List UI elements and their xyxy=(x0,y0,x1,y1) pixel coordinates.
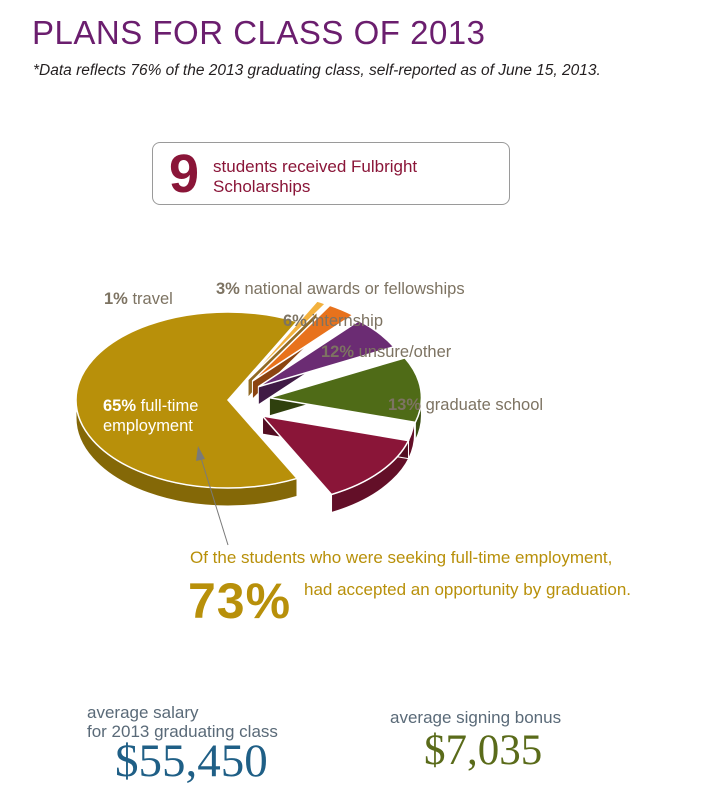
label-travel xyxy=(104,290,173,309)
label-internship-text: internship xyxy=(311,312,383,330)
salary-label-line1: average salary xyxy=(87,703,199,722)
label-employment-text2: employment xyxy=(103,417,193,435)
callout-percent: 73% xyxy=(188,573,292,629)
label-awards-text: national awards or fellowships xyxy=(244,280,465,298)
label-awards-pct: 3% xyxy=(216,280,240,298)
label-employment-text: full-time xyxy=(140,397,199,415)
label-travel-pct: 1% xyxy=(104,290,128,308)
label-travel-text: travel xyxy=(132,290,173,308)
label-internship-pct: 6% xyxy=(283,312,307,330)
label-grad-pct: 13% xyxy=(388,396,422,414)
label-unsure xyxy=(321,343,451,362)
label-unsure-pct: 12% xyxy=(321,343,355,361)
salary-value: $55,450 xyxy=(115,735,268,787)
label-internship xyxy=(283,312,383,331)
page-title: PLANS FOR CLASS OF 2013 xyxy=(32,14,486,51)
data-note: *Data reflects 76% of the 2013 graduating class, self-reported as of June 15, 2013. xyxy=(33,62,601,79)
salary-label-line2: for 2013 graduating class xyxy=(87,722,278,741)
bonus-label: average signing bonus xyxy=(390,708,562,727)
label-employment xyxy=(103,396,198,436)
fulbright-text: students received Fulbright Scholarships xyxy=(213,156,418,196)
bonus-value: $7,035 xyxy=(424,727,543,774)
fulbright-count: 9 xyxy=(169,143,200,204)
label-awards xyxy=(216,280,465,299)
callout-text-line2: had accepted an opportunity by graduation. xyxy=(304,580,632,599)
label-unsure-text: unsure/other xyxy=(358,343,452,361)
label-employment-pct: 65% xyxy=(103,397,137,415)
label-grad-text: graduate school xyxy=(425,396,544,414)
label-grad xyxy=(388,396,543,415)
callout-text-line1: Of the students who were seeking full-time employment, xyxy=(190,548,613,567)
